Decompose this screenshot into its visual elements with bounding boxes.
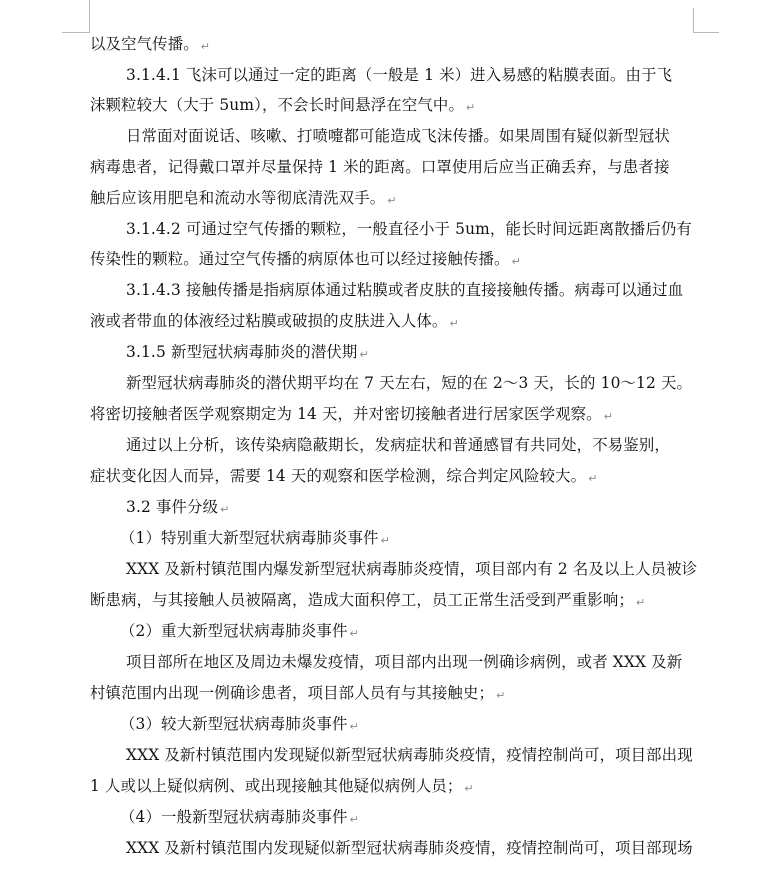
paragraph-mark-icon: ↵ xyxy=(635,596,646,609)
text-line xyxy=(90,157,670,177)
paragraph-mark-icon: ↵ xyxy=(349,813,359,826)
paragraph-mark-icon: ↵ xyxy=(220,503,230,516)
paragraph-mark-icon: ↵ xyxy=(200,40,211,53)
line-text: XXX 及新村镇范围内发现疑似新型冠状病毒肺炎疫情，疫情控制尚可，项目部现场 xyxy=(126,839,693,857)
line-text: （3）较大新型冠状病毒肺炎事件 xyxy=(120,715,348,733)
text-line xyxy=(120,528,390,550)
text-line xyxy=(126,497,230,519)
line-text: （4）一般新型冠状病毒肺炎事件 xyxy=(120,808,348,826)
paragraph-mark-icon: ↵ xyxy=(464,782,474,795)
line-text: （1）特别重大新型冠状病毒肺炎事件 xyxy=(120,529,379,547)
line-text: 3.1.5 新型冠状病毒肺炎的潜伏期 xyxy=(126,343,358,361)
line-text: 通过以上分析，该传染病隐蔽期长，发病症状和普通感冒有共同处，不易鉴别， xyxy=(126,436,670,454)
line-text: XXX 及新村镇范围内发现疑似新型冠状病毒肺炎疫情，疫情控制尚可，项目部出现 xyxy=(126,746,693,764)
paragraph-mark-icon: ↵ xyxy=(511,255,521,268)
line-text: 3.1.4.2 可通过空气传播的颗粒，一般直径小于 5um，能长时间远距离散播后仍有 xyxy=(126,220,692,238)
text-line xyxy=(120,621,359,643)
text-line xyxy=(126,65,672,85)
line-text: 村镇范围内出现一例确诊患者，项目部人员有与其接触史； xyxy=(90,684,495,702)
line-text: 传染性的颗粒。通过空气传播的病原体也可以经过接触传播。 xyxy=(90,250,510,268)
line-text: 项目部所在地区及周边未爆发疫情，项目部内出现一例确诊病例，或者 XXX 及新 xyxy=(126,653,683,671)
paragraph-mark-icon: ↵ xyxy=(466,101,476,114)
text-line xyxy=(90,34,210,56)
text-line xyxy=(126,126,670,146)
line-text: 液或者带血的体液经过粘膜或破损的皮肤进入人体。 xyxy=(90,312,448,330)
line-text: 新型冠状病毒肺炎的潜伏期平均在 7 天左右，短的在 2～3 天，长的 10～12 天。 xyxy=(126,374,693,392)
paragraph-mark-icon: ↵ xyxy=(359,348,369,361)
text-line xyxy=(126,219,692,239)
paragraph-mark-icon: ↵ xyxy=(449,317,459,330)
text-line xyxy=(126,373,692,393)
text-line xyxy=(90,311,459,333)
line-text: （2）重大新型冠状病毒肺炎事件 xyxy=(120,622,348,640)
text-line xyxy=(126,838,693,858)
paragraph-mark-icon: ↵ xyxy=(387,194,397,207)
paragraph-mark-icon: ↵ xyxy=(349,720,359,733)
line-text: 3.1.4.1 飞沫可以通过一定的距离（一般是 1 米）进入易感的粘膜表面。由于飞 xyxy=(126,66,673,84)
text-line xyxy=(126,559,697,579)
line-text: 病毒患者，记得戴口罩并尽量保持 1 米的距离。口罩使用后应当正确丢弃，与患者接 xyxy=(90,158,670,176)
text-line xyxy=(120,714,359,736)
text-line xyxy=(126,342,369,364)
paragraph-mark-icon: ↵ xyxy=(588,472,598,485)
text-line xyxy=(90,466,598,488)
line-text: 沫颗粒较大（大于 5um），不会长时间悬浮在空气中。 xyxy=(90,96,464,114)
line-text: 3.1.4.3 接触传播是指病原体通过粘膜或者皮肤的直接接触传播。病毒可以通过血 xyxy=(126,281,684,299)
line-text: 将密切接触者医学观察期定为 14 天，并对密切接触者进行居家医学观察。 xyxy=(90,405,602,423)
text-line xyxy=(120,807,359,829)
text-line xyxy=(126,435,670,455)
line-text: 断患病，与其接触人员被隔离，造成大面积停工，员工正常生活受到严重影响； xyxy=(90,591,634,609)
text-line xyxy=(90,776,474,798)
line-text: XXX 及新村镇范围内爆发新型冠状病毒肺炎疫情，项目部内有 2 名及以上人员被诊 xyxy=(126,560,698,578)
line-text: 症状变化因人而异，需要 14 天的观察和医学检测，综合判定风险较大。 xyxy=(90,467,587,485)
text-line xyxy=(126,280,683,300)
paragraph-mark-icon: ↵ xyxy=(380,534,390,547)
line-text: 以及空气传播。 xyxy=(90,35,199,53)
paragraph-mark-icon: ↵ xyxy=(349,627,359,640)
line-text: 触后应该用肥皂和流动水等彻底清洗双手。 xyxy=(90,189,386,207)
text-line xyxy=(90,249,521,271)
text-line xyxy=(126,745,693,765)
paragraph-mark-icon: ↵ xyxy=(496,689,506,702)
text-line xyxy=(90,590,645,612)
line-text: 日常面对面说话、咳嗽、打喷嚏都可能造成飞沫传播。如果周围有疑似新型冠状 xyxy=(126,127,670,145)
line-text: 1 人或以上疑似病例、或出现接触其他疑似病例人员； xyxy=(90,777,463,795)
text-line xyxy=(90,404,613,426)
text-line xyxy=(126,652,682,672)
line-text: 3.2 事件分级 xyxy=(126,498,219,516)
paragraph-mark-icon: ↵ xyxy=(603,410,614,423)
text-line xyxy=(90,188,397,210)
text-line xyxy=(90,683,505,705)
text-line xyxy=(90,95,475,117)
